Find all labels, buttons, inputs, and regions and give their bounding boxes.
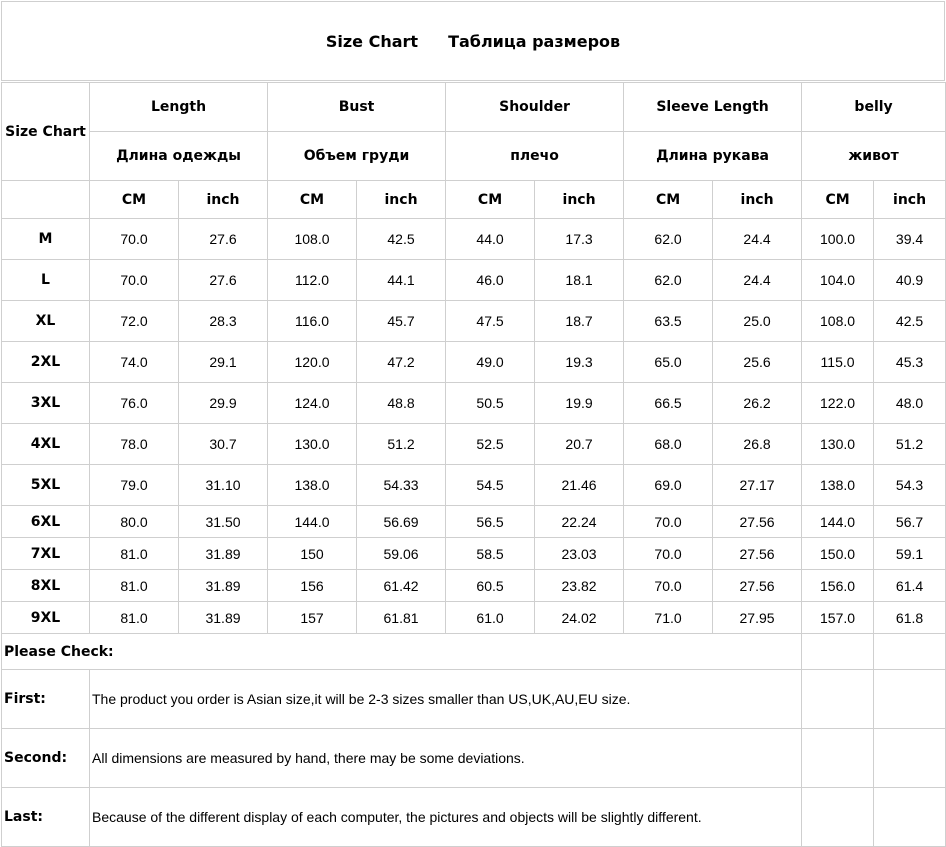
measurement-cell: 144.0 bbox=[268, 506, 357, 538]
note-row bbox=[2, 670, 946, 729]
size-label: 3XL bbox=[2, 383, 90, 424]
notes-table bbox=[1, 633, 946, 847]
measurement-cell: 65.0 bbox=[624, 342, 713, 383]
header-sleeve-ru: Длина рукава bbox=[624, 132, 802, 181]
measurement-cell: 69.0 bbox=[624, 465, 713, 506]
filler-cell bbox=[802, 634, 874, 670]
measurement-cell: 124.0 bbox=[268, 383, 357, 424]
measurement-cell: 59.1 bbox=[874, 538, 946, 570]
measurement-cell: 144.0 bbox=[802, 506, 874, 538]
table-row bbox=[2, 260, 946, 301]
measurement-cell: 56.5 bbox=[446, 506, 535, 538]
measurement-cell: 138.0 bbox=[802, 465, 874, 506]
size-label: M bbox=[2, 219, 90, 260]
measurement-cell: 59.06 bbox=[357, 538, 446, 570]
measurement-cell: 20.7 bbox=[535, 424, 624, 465]
unit-cm: CM bbox=[268, 181, 357, 219]
measurement-cell: 120.0 bbox=[268, 342, 357, 383]
measurement-cell: 44.1 bbox=[357, 260, 446, 301]
unit-spacer bbox=[2, 181, 90, 219]
measurement-cell: 18.1 bbox=[535, 260, 624, 301]
measurement-cell: 63.5 bbox=[624, 301, 713, 342]
header-belly-ru: живот bbox=[802, 132, 946, 181]
measurement-cell: 28.3 bbox=[179, 301, 268, 342]
measurement-cell: 70.0 bbox=[90, 219, 179, 260]
measurement-cell: 150 bbox=[268, 538, 357, 570]
measurement-cell: 50.5 bbox=[446, 383, 535, 424]
measurement-cell: 66.5 bbox=[624, 383, 713, 424]
table-row bbox=[2, 570, 946, 602]
unit-inch: inch bbox=[874, 181, 946, 219]
measurement-cell: 25.6 bbox=[713, 342, 802, 383]
measurement-cell: 71.0 bbox=[624, 602, 713, 634]
measurement-cell: 156.0 bbox=[802, 570, 874, 602]
measurement-cell: 60.5 bbox=[446, 570, 535, 602]
measurement-cell: 42.5 bbox=[357, 219, 446, 260]
measurement-cell: 18.7 bbox=[535, 301, 624, 342]
measurement-cell: 45.7 bbox=[357, 301, 446, 342]
unit-cm: CM bbox=[90, 181, 179, 219]
size-label: 7XL bbox=[2, 538, 90, 570]
measurement-cell: 54.3 bbox=[874, 465, 946, 506]
measurement-cell: 26.8 bbox=[713, 424, 802, 465]
header-length-ru: Длина одежды bbox=[90, 132, 268, 181]
page-title bbox=[1, 1, 945, 81]
measurement-cell: 47.2 bbox=[357, 342, 446, 383]
size-label: 8XL bbox=[2, 570, 90, 602]
measurement-cell: 27.17 bbox=[713, 465, 802, 506]
measurement-cell: 78.0 bbox=[90, 424, 179, 465]
notes-heading: Please Check: bbox=[2, 634, 802, 670]
measurement-cell: 22.24 bbox=[535, 506, 624, 538]
measurement-cell: 80.0 bbox=[90, 506, 179, 538]
note-label: First: bbox=[2, 670, 90, 729]
unit-inch: inch bbox=[357, 181, 446, 219]
size-label: 9XL bbox=[2, 602, 90, 634]
measurement-cell: 81.0 bbox=[90, 538, 179, 570]
unit-inch: inch bbox=[713, 181, 802, 219]
size-label: 4XL bbox=[2, 424, 90, 465]
measurement-cell: 27.6 bbox=[179, 219, 268, 260]
measurement-cell: 79.0 bbox=[90, 465, 179, 506]
measurement-cell: 61.0 bbox=[446, 602, 535, 634]
measurement-cell: 70.0 bbox=[624, 538, 713, 570]
header-shoulder-ru: плечо bbox=[446, 132, 624, 181]
measurement-cell: 49.0 bbox=[446, 342, 535, 383]
measurement-cell: 29.9 bbox=[179, 383, 268, 424]
measurement-cell: 72.0 bbox=[90, 301, 179, 342]
filler-cell bbox=[874, 670, 946, 729]
measurement-cell: 108.0 bbox=[268, 219, 357, 260]
measurement-cell: 54.5 bbox=[446, 465, 535, 506]
note-text: The product you order is Asian size,it will be 2-3 sizes smaller than US,UK,AU,EU size. bbox=[90, 670, 802, 729]
size-label: 5XL bbox=[2, 465, 90, 506]
measurement-cell: 27.56 bbox=[713, 506, 802, 538]
unit-inch: inch bbox=[535, 181, 624, 219]
measurement-cell: 76.0 bbox=[90, 383, 179, 424]
table-row bbox=[2, 301, 946, 342]
header-shoulder-en: Shoulder bbox=[446, 83, 624, 132]
size-label: L bbox=[2, 260, 90, 301]
filler-cell bbox=[802, 729, 874, 788]
measurement-cell: 62.0 bbox=[624, 219, 713, 260]
table-row bbox=[2, 383, 946, 424]
filler-cell bbox=[874, 729, 946, 788]
header-bust-ru: Объем груди bbox=[268, 132, 446, 181]
measurement-cell: 48.0 bbox=[874, 383, 946, 424]
measurement-cell: 31.89 bbox=[179, 538, 268, 570]
header-length-en: Length bbox=[90, 83, 268, 132]
note-text: Because of the different display of each computer, the pictures and objects will be slightly different. bbox=[90, 788, 802, 847]
measurement-cell: 68.0 bbox=[624, 424, 713, 465]
measurement-cell: 24.4 bbox=[713, 219, 802, 260]
table-row bbox=[2, 342, 946, 383]
header-bust-en: Bust bbox=[268, 83, 446, 132]
note-text: All dimensions are measured by hand, there may be some deviations. bbox=[90, 729, 802, 788]
header-row-ru bbox=[2, 132, 946, 181]
measurement-cell: 29.1 bbox=[179, 342, 268, 383]
measurement-cell: 157.0 bbox=[802, 602, 874, 634]
measurement-cell: 138.0 bbox=[268, 465, 357, 506]
measurement-cell: 24.02 bbox=[535, 602, 624, 634]
measurement-cell: 39.4 bbox=[874, 219, 946, 260]
measurement-cell: 100.0 bbox=[802, 219, 874, 260]
measurement-cell: 27.6 bbox=[179, 260, 268, 301]
unit-inch: inch bbox=[179, 181, 268, 219]
filler-cell bbox=[802, 788, 874, 847]
filler-cell bbox=[874, 634, 946, 670]
table-row bbox=[2, 219, 946, 260]
measurement-cell: 17.3 bbox=[535, 219, 624, 260]
table-row bbox=[2, 465, 946, 506]
measurement-cell: 116.0 bbox=[268, 301, 357, 342]
header-row-en bbox=[2, 83, 946, 132]
measurement-cell: 62.0 bbox=[624, 260, 713, 301]
measurement-cell: 51.2 bbox=[357, 424, 446, 465]
unit-cm: CM bbox=[802, 181, 874, 219]
measurement-cell: 70.0 bbox=[624, 506, 713, 538]
size-label: 6XL bbox=[2, 506, 90, 538]
measurement-cell: 40.9 bbox=[874, 260, 946, 301]
title-russian: Таблица размеров bbox=[448, 31, 621, 51]
measurement-cell: 46.0 bbox=[446, 260, 535, 301]
measurement-cell: 23.82 bbox=[535, 570, 624, 602]
measurement-cell: 70.0 bbox=[624, 570, 713, 602]
measurement-cell: 54.33 bbox=[357, 465, 446, 506]
measurement-cell: 61.81 bbox=[357, 602, 446, 634]
measurement-cell: 74.0 bbox=[90, 342, 179, 383]
filler-cell bbox=[802, 670, 874, 729]
measurement-cell: 61.42 bbox=[357, 570, 446, 602]
header-belly-en: belly bbox=[802, 83, 946, 132]
measurement-cell: 150.0 bbox=[802, 538, 874, 570]
measurement-cell: 70.0 bbox=[90, 260, 179, 301]
measurement-cell: 30.7 bbox=[179, 424, 268, 465]
measurement-cell: 51.2 bbox=[874, 424, 946, 465]
measurement-cell: 25.0 bbox=[713, 301, 802, 342]
measurement-cell: 44.0 bbox=[446, 219, 535, 260]
measurement-cell: 27.56 bbox=[713, 570, 802, 602]
measurement-cell: 47.5 bbox=[446, 301, 535, 342]
measurement-cell: 108.0 bbox=[802, 301, 874, 342]
notes-heading-row bbox=[2, 634, 946, 670]
measurement-cell: 56.7 bbox=[874, 506, 946, 538]
measurement-cell: 31.89 bbox=[179, 570, 268, 602]
table-row bbox=[2, 538, 946, 570]
size-label: 2XL bbox=[2, 342, 90, 383]
measurement-cell: 112.0 bbox=[268, 260, 357, 301]
measurement-cell: 58.5 bbox=[446, 538, 535, 570]
unit-cm: CM bbox=[446, 181, 535, 219]
measurement-cell: 81.0 bbox=[90, 602, 179, 634]
measurement-cell: 31.89 bbox=[179, 602, 268, 634]
measurement-cell: 31.10 bbox=[179, 465, 268, 506]
measurement-cell: 23.03 bbox=[535, 538, 624, 570]
note-label: Last: bbox=[2, 788, 90, 847]
measurement-cell: 48.8 bbox=[357, 383, 446, 424]
measurement-cell: 19.9 bbox=[535, 383, 624, 424]
measurement-cell: 156 bbox=[268, 570, 357, 602]
measurement-cell: 19.3 bbox=[535, 342, 624, 383]
measurement-cell: 56.69 bbox=[357, 506, 446, 538]
measurement-cell: 115.0 bbox=[802, 342, 874, 383]
size-table bbox=[1, 82, 946, 634]
filler-cell bbox=[874, 788, 946, 847]
header-sleeve-en: Sleeve Length bbox=[624, 83, 802, 132]
measurement-cell: 42.5 bbox=[874, 301, 946, 342]
unit-cm: CM bbox=[624, 181, 713, 219]
measurement-cell: 27.56 bbox=[713, 538, 802, 570]
measurement-cell: 45.3 bbox=[874, 342, 946, 383]
measurement-cell: 61.4 bbox=[874, 570, 946, 602]
table-row bbox=[2, 424, 946, 465]
size-label: XL bbox=[2, 301, 90, 342]
measurement-cell: 27.95 bbox=[713, 602, 802, 634]
measurement-cell: 31.50 bbox=[179, 506, 268, 538]
table-row bbox=[2, 506, 946, 538]
measurement-cell: 122.0 bbox=[802, 383, 874, 424]
measurement-cell: 104.0 bbox=[802, 260, 874, 301]
measurement-cell: 24.4 bbox=[713, 260, 802, 301]
note-label: Second: bbox=[2, 729, 90, 788]
measurement-cell: 130.0 bbox=[268, 424, 357, 465]
title-english: Size Chart bbox=[325, 31, 419, 51]
note-row bbox=[2, 729, 946, 788]
note-row bbox=[2, 788, 946, 847]
measurement-cell: 52.5 bbox=[446, 424, 535, 465]
unit-row bbox=[2, 181, 946, 219]
measurement-cell: 26.2 bbox=[713, 383, 802, 424]
size-column-header: Size Chart bbox=[2, 83, 90, 181]
measurement-cell: 130.0 bbox=[802, 424, 874, 465]
measurement-cell: 157 bbox=[268, 602, 357, 634]
measurement-cell: 81.0 bbox=[90, 570, 179, 602]
measurement-cell: 61.8 bbox=[874, 602, 946, 634]
table-row bbox=[2, 602, 946, 634]
measurement-cell: 21.46 bbox=[535, 465, 624, 506]
